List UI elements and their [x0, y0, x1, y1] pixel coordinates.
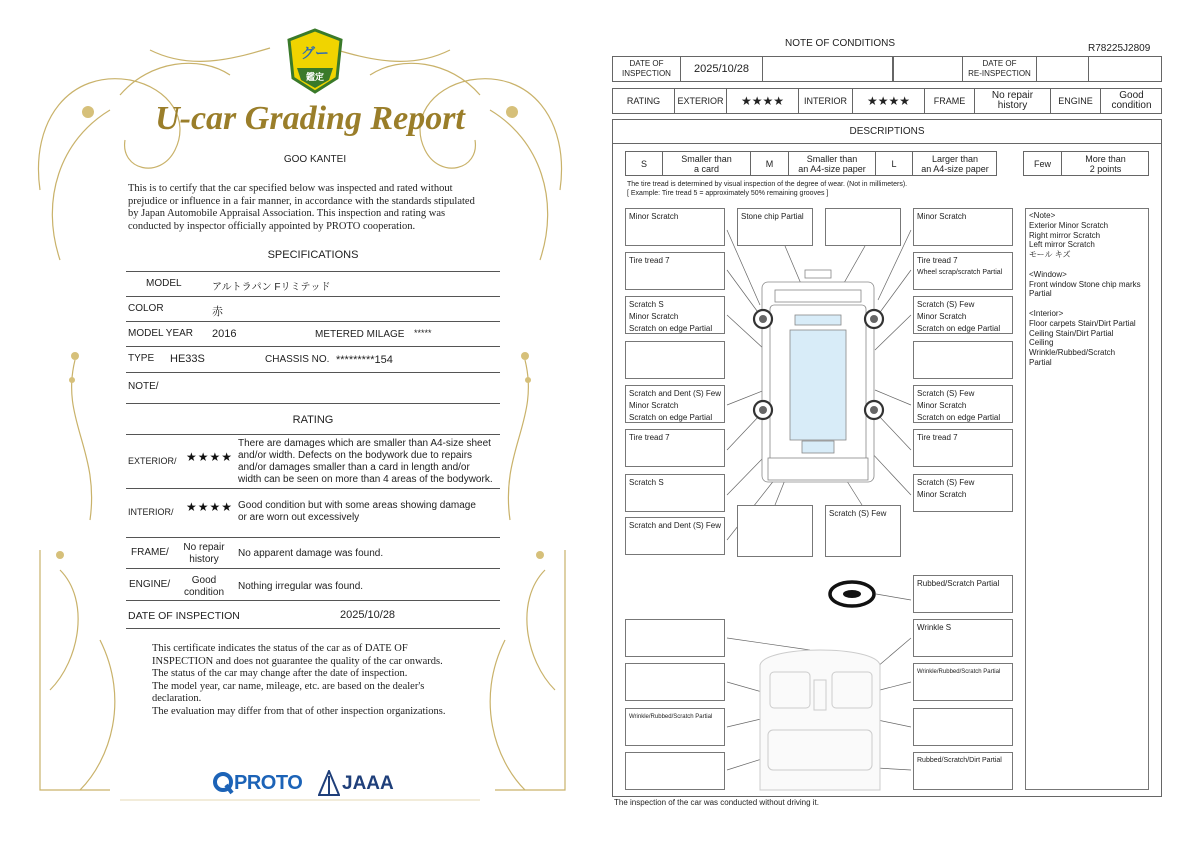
note-line: Floor carpets Stain/Dirt Partial: [1029, 318, 1136, 328]
legend-m: M: [751, 152, 789, 175]
interior-stars: ★★★★: [186, 500, 234, 514]
interior-stars: ★★★★: [853, 89, 925, 113]
legend-line: Larger than: [931, 153, 979, 164]
frame-value-line: No repair: [991, 90, 1034, 101]
type-label: TYPE: [128, 353, 155, 364]
damage-line: Minor Scratch: [917, 212, 967, 221]
damage-line: Scratch on edge Partial: [917, 413, 1001, 422]
exterior-label: EXTERIOR/: [128, 456, 177, 466]
damage-box-windshield: [737, 208, 813, 246]
intro-line: conducted by inspector officially appointed by PROTO cooperation.: [128, 220, 416, 232]
damage-box-interior-left-4: [625, 752, 725, 790]
legend-line: a card: [693, 163, 719, 174]
date-label-line: DATE OF: [629, 59, 664, 68]
damage-line: Wrinkle/Rubbed/Scratch Partial: [917, 669, 1001, 675]
damage-line: Scratch on edge Partial: [629, 413, 713, 422]
note-line: Right mirror Scratch: [1029, 230, 1101, 240]
note-of-conditions-sheet: [600, 0, 1200, 848]
damage-line: Tire tread 7: [917, 256, 958, 265]
interior-description: [238, 500, 500, 524]
goo-kantei-badge-icon: [287, 28, 343, 94]
frame-description: No apparent damage was found.: [238, 548, 384, 559]
interior-label: INTERIOR/: [128, 507, 174, 517]
model-year-value: 2016: [212, 328, 237, 340]
note-line: <Window>: [1029, 269, 1067, 279]
intro-line: This is to certify that the car specified below was inspected and rated without: [128, 183, 453, 194]
divider: [126, 403, 500, 404]
note-line: Ceiling: [1029, 338, 1054, 348]
note-line: モール キズ: [1029, 250, 1071, 260]
damage-line: Tire tread 7: [629, 433, 670, 442]
divider: [126, 537, 500, 538]
frame-value-line: history: [189, 554, 219, 565]
interior-label: INTERIOR: [799, 89, 853, 113]
intro-line: by Japan Automobile Appraisal Association. This inspection and rating was: [128, 208, 446, 219]
disclaimer-line: declaration.: [152, 693, 202, 704]
inspection-date-value: 2025/10/28: [340, 609, 396, 621]
model-value: アルトラパン Fリミテッド: [212, 282, 331, 293]
damage-line: Tire tread 7: [917, 433, 958, 442]
damage-line: Scratch (S) Few: [829, 509, 887, 518]
jaaa-logo-text: JAAA: [342, 773, 394, 794]
damage-line: Scratch on edge Partial: [917, 324, 1001, 333]
note-line: Partial: [1029, 357, 1052, 367]
model-year-label: MODEL YEAR: [128, 328, 194, 339]
divider: [126, 296, 500, 297]
divider: [126, 321, 500, 322]
color-label: COLOR: [128, 303, 164, 314]
damage-line: Scratch S: [629, 300, 664, 309]
exterior-stars: ★★★★: [186, 450, 234, 464]
disclaimer-line: The model year, car name, mileage, etc. are based on the dealer's: [152, 680, 425, 692]
type-value: HE33S: [170, 353, 205, 365]
tire-note-line: [ Example: Tire tread 5 = approximately 50% remaining grooves ]: [627, 190, 829, 197]
desc-line: and/or width. Defects on the bodywork due to repairs: [238, 450, 473, 461]
damage-line: Rubbed/Scratch/Dirt Partial: [917, 757, 1002, 764]
damage-line: Minor Scratch: [629, 401, 679, 410]
color-value: 赤: [212, 306, 223, 318]
model-label: MODEL: [146, 278, 182, 289]
steering-wheel-icon: [830, 582, 874, 606]
damage-box-right-rear-door: [913, 385, 1013, 423]
damage-line: Minor Scratch: [917, 401, 967, 410]
desc-line: Good condition but with some areas showing damage: [238, 500, 476, 511]
damage-line: Wheel scrap/scratch Partial: [917, 269, 1003, 276]
damage-box-steering: [913, 575, 1013, 613]
exterior-label: EXTERIOR: [675, 89, 727, 113]
exterior-description: [238, 438, 500, 486]
inspection-footer-note: The inspection of the car was conducted without driving it.: [614, 798, 819, 807]
damage-box-front-right: [913, 208, 1013, 246]
engine-label: ENGINE: [1051, 89, 1101, 113]
damage-box-interior-left-1: [625, 619, 725, 657]
note-line: Left mirror Scratch: [1029, 240, 1095, 250]
note-spacer: [1029, 299, 1145, 309]
metered-mileage-label: METERED MILAGE: [315, 329, 405, 340]
damage-box-interior-right-3: [913, 708, 1013, 746]
frame-value-line: history: [997, 100, 1028, 111]
divider: [126, 628, 500, 629]
desc-line: or are worn out excessively: [238, 512, 360, 523]
damage-line: Scratch (S) Few: [917, 389, 975, 398]
legend-line: an A4-size paper: [921, 163, 989, 174]
proto-logo-icon: [212, 771, 234, 795]
damage-line: Rubbed/Scratch Partial: [917, 579, 1000, 588]
damage-box-front-empty: [825, 208, 901, 246]
damage-box-front-left: [625, 208, 725, 246]
legend-l: L: [876, 152, 913, 175]
damage-box-rear-left: [625, 474, 725, 512]
divider: [126, 600, 500, 601]
damage-box-interior-right-4: [913, 752, 1013, 790]
damage-box-front-right-tire: [913, 252, 1013, 290]
legend-line: More than: [1085, 153, 1126, 164]
reinspection-label-line: RE-INSPECTION: [968, 69, 1031, 78]
rating-heading: RATING: [292, 414, 334, 426]
engine-value-line: condition: [1111, 100, 1152, 111]
divider: [126, 434, 500, 435]
damage-box-left-rear-door: [625, 385, 725, 423]
date-label-line: INSPECTION: [622, 69, 671, 78]
disclaimer-line: INSPECTION and does not guarantee the quality of the car onwards.: [152, 655, 443, 667]
engine-value: [176, 575, 232, 599]
damage-box-front-left-tire: [625, 252, 725, 290]
damage-line: Scratch and Dent (S) Few: [629, 521, 722, 530]
damage-line: Scratch and Dent (S) Few: [629, 389, 722, 398]
damage-box-interior-left-2: [625, 663, 725, 701]
damage-box-rear-bumper-left: [625, 517, 725, 555]
disclaimer-line: The status of the car may change after the date of inspection.: [152, 668, 408, 679]
reinspection-label-line: DATE OF: [982, 59, 1017, 68]
certificate-disclaimer: [152, 643, 482, 718]
damage-box-rear-center: [825, 505, 901, 557]
rating-label: RATING: [613, 89, 675, 113]
damage-line: Scratch (S) Few: [917, 300, 975, 309]
damage-box-left-empty: [625, 341, 725, 379]
note-line: <Interior>: [1029, 308, 1064, 318]
divider: [126, 271, 500, 272]
note-line: Ceiling Stain/Dirt Partial: [1029, 328, 1114, 338]
svg-text:鑑定: 鑑定: [305, 73, 325, 83]
note-spacer: [1029, 260, 1145, 270]
legend-line: an A4-size paper: [798, 163, 866, 174]
damage-line: Scratch S: [629, 478, 664, 487]
damage-box-left-front-door: [625, 296, 725, 334]
damage-line: Tire tread 7: [629, 256, 670, 265]
frame-value: [176, 542, 232, 566]
disclaimer-line: The evaluation may differ from that of other inspection organizations.: [152, 705, 446, 717]
damage-box-rear-left-tire: [625, 429, 725, 467]
svg-text:グー: グー: [301, 46, 329, 62]
inspection-date-label: DATE OF INSPECTION: [128, 610, 240, 622]
chassis-label: CHASSIS NO.: [265, 354, 330, 365]
tire-note-line: The tire tread is determined by visual inspection of the degree of wear. (Not in millimeters).: [627, 181, 908, 188]
note-line: Wrinkle/Rubbed/Scratch: [1029, 348, 1116, 358]
note-line: Front window Stone chip marks: [1029, 279, 1141, 289]
note-label: NOTE/: [128, 381, 159, 392]
damage-line: Minor Scratch: [917, 312, 967, 321]
damage-line: Scratch on edge Partial: [629, 324, 713, 333]
damage-line: Minor Scratch: [629, 212, 679, 221]
damage-line: Minor Scratch: [629, 312, 679, 321]
chassis-value: *********154: [336, 354, 393, 366]
damage-box-interior-right-1: [913, 619, 1013, 657]
damage-box-rear-empty: [737, 505, 813, 557]
metered-mileage-value: *****: [414, 328, 432, 338]
damage-line: Wrinkle/Rubbed/Scratch Partial: [629, 714, 713, 720]
damage-box-interior-right-2: [913, 663, 1013, 701]
divider: [126, 488, 500, 489]
frame-label: FRAME: [925, 89, 975, 113]
damage-box-rear-right: [913, 474, 1013, 512]
specifications-heading: SPECIFICATIONS: [267, 249, 359, 261]
conditions-title: NOTE OF CONDITIONS: [785, 38, 895, 49]
legend-line: Smaller than: [681, 153, 732, 164]
legend-s: S: [626, 152, 663, 175]
note-line: Exterior Minor Scratch: [1029, 220, 1109, 230]
legend-line: 2 points: [1089, 163, 1122, 174]
damage-line: Wrinkle S: [917, 623, 952, 632]
certification-intro: [128, 183, 508, 233]
desc-line: width can be seen on more than 4 areas of the bodywork.: [238, 474, 493, 485]
divider: [126, 372, 500, 373]
engine-value-line: condition: [183, 587, 225, 598]
legend-line: Smaller than: [806, 153, 858, 164]
frame-value-line: No repair: [183, 542, 225, 553]
report-title: U-car Grading Report: [155, 100, 465, 137]
note-line: Partial: [1029, 289, 1052, 299]
divider: [126, 568, 500, 569]
note-line: <Note>: [1029, 211, 1056, 220]
damage-box-rear-right-tire: [913, 429, 1013, 467]
proto-logo-text: PROTO: [234, 772, 303, 794]
jaaa-logo-icon: [318, 770, 340, 796]
divider: [126, 346, 500, 347]
legend-few: Few: [1024, 152, 1062, 175]
date-value-cell: 2025/10/28: [681, 57, 763, 81]
desc-line: and/or damages smaller than a card in length and/or: [238, 462, 470, 473]
disclaimer-line: This certificate indicates the status of the car as of DATE OF: [152, 643, 408, 654]
condition-notes-panel: [1025, 208, 1149, 790]
engine-label: ENGINE/: [129, 579, 171, 590]
damage-box-right-empty: [913, 341, 1013, 379]
intro-line: prejudice or influence in a fair manner, in accordance with the standards stipulated: [128, 195, 475, 207]
damage-line: Stone chip Partial: [741, 212, 804, 221]
damage-box-right-front-door: [913, 296, 1013, 334]
report-subtitle: GOO KANTEI: [283, 154, 347, 165]
exterior-stars: ★★★★: [727, 89, 799, 113]
damage-line: Minor Scratch: [917, 490, 967, 499]
descriptions-heading: DESCRIPTIONS: [613, 120, 1161, 144]
engine-value-line: Good: [191, 575, 217, 586]
engine-value-line: Good: [1119, 90, 1144, 101]
frame-label: FRAME/: [131, 547, 169, 558]
reference-number: R78225J2809: [1088, 43, 1151, 54]
desc-line: There are damages which are smaller than A4-size sheet: [238, 438, 491, 449]
damage-line: Scratch (S) Few: [917, 478, 975, 487]
engine-description: Nothing irregular was found.: [238, 581, 364, 592]
damage-box-interior-left-3: [625, 708, 725, 746]
